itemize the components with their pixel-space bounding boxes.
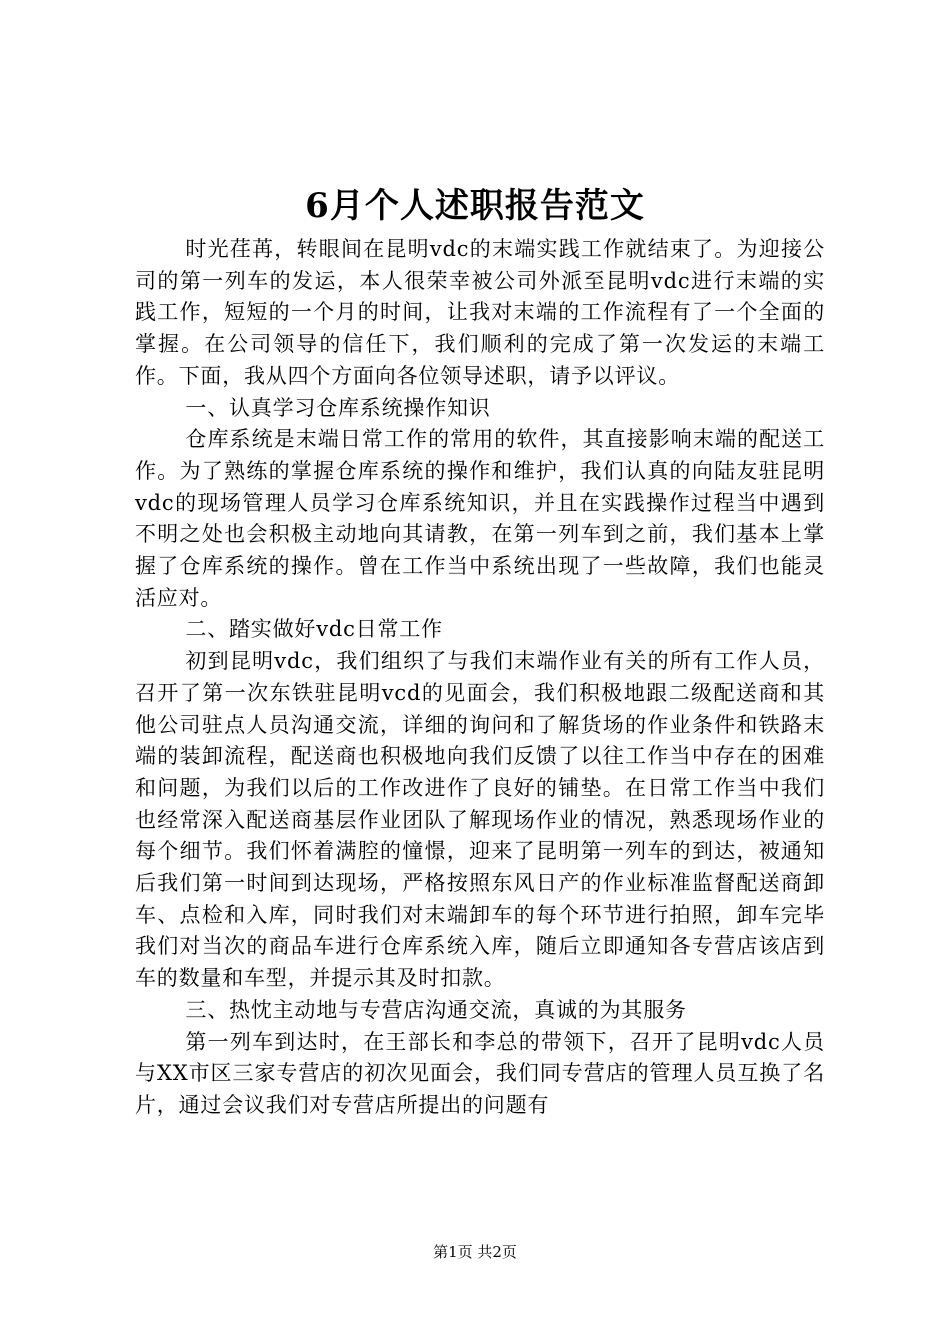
section-heading-1: 一、认真学习仓库系统操作知识 [185,395,491,420]
section-3-paragraph: 第一列车到达时，在王部长和李总的带领下，召开了昆明vdc人员与XX市区三家专营店的初次见面会，我们同专营店的管理人员互换了名片，通过会议我们对专营店所提出的问题有 [135,1029,825,1117]
intro-paragraph: 时光荏苒，转眼间在昆明vdc的末端实践工作就结束了。为迎接公司的第一列车的发运，本人很荣幸被公司外派至昆明vdc进行末端的实践工作，短短的一个月的时间，让我对末端的工作流程有了一个全面的掌握。在公司领导的信任下，我们顺利的完成了第一次发运的末端工作。下面，我从四个方面向各位领导述职，请予以评议。 [135,237,825,388]
section-1-paragraph: 仓库系统是末端日常工作的常用的软件，其直接影响末端的配送工作。为了熟练的掌握仓库系统的操作和维护，我们认真的向陆友驻昆明vdc的现场管理人员学习仓库系统知识，并且在实践操作过程当中遇到不明之处也会积极主动地向其请教，在第一列车到之前，我们基本上掌握了仓库系统的操作。曾在工作当中系统出现了一些故障，我们也能灵活应对。 [135,427,825,610]
page-footer: 第1页 共2页 [433,1243,517,1261]
document-body [135,234,825,1122]
document-title: 6月个人述职报告范文 [305,186,645,226]
section-2-paragraph: 初到昆明vdc，我们组织了与我们末端作业有关的所有工作人员，召开了第一次东铁驻昆明vcd的见面会，我们积极地跟二级配送商和其他公司驻点人员沟通交流，详细的询问和了解货场的作业条件和铁路末端的装卸流程，配送商也积极地向我们反馈了以往工作当中存在的困难和问题，为我们以后的工作改进作了良好的铺垫。在日常工作当中我们也经常深入配送商基层作业团队了解现场作业的情况，熟悉现场作业的每个细节。我们怀着满腔的憧憬，迎来了昆明第一列车的到达，被通知后我们第一时间到达现场，严格按照东风日产的作业标准监督配送商卸车、点检和入库，同时我们对末端卸车的每个环节进行拍照，卸车完毕我们对当次的商品车进行仓库系统入库，随后立即通知各专营店该店到车的数量和车型，并提示其及时扣款。 [135,649,825,991]
section-heading-2: 二、踏实做好vdc日常工作 [185,617,443,642]
section-heading-3: 三、热忱主动地与专营店沟通交流，真诚的为其服务 [185,997,687,1022]
